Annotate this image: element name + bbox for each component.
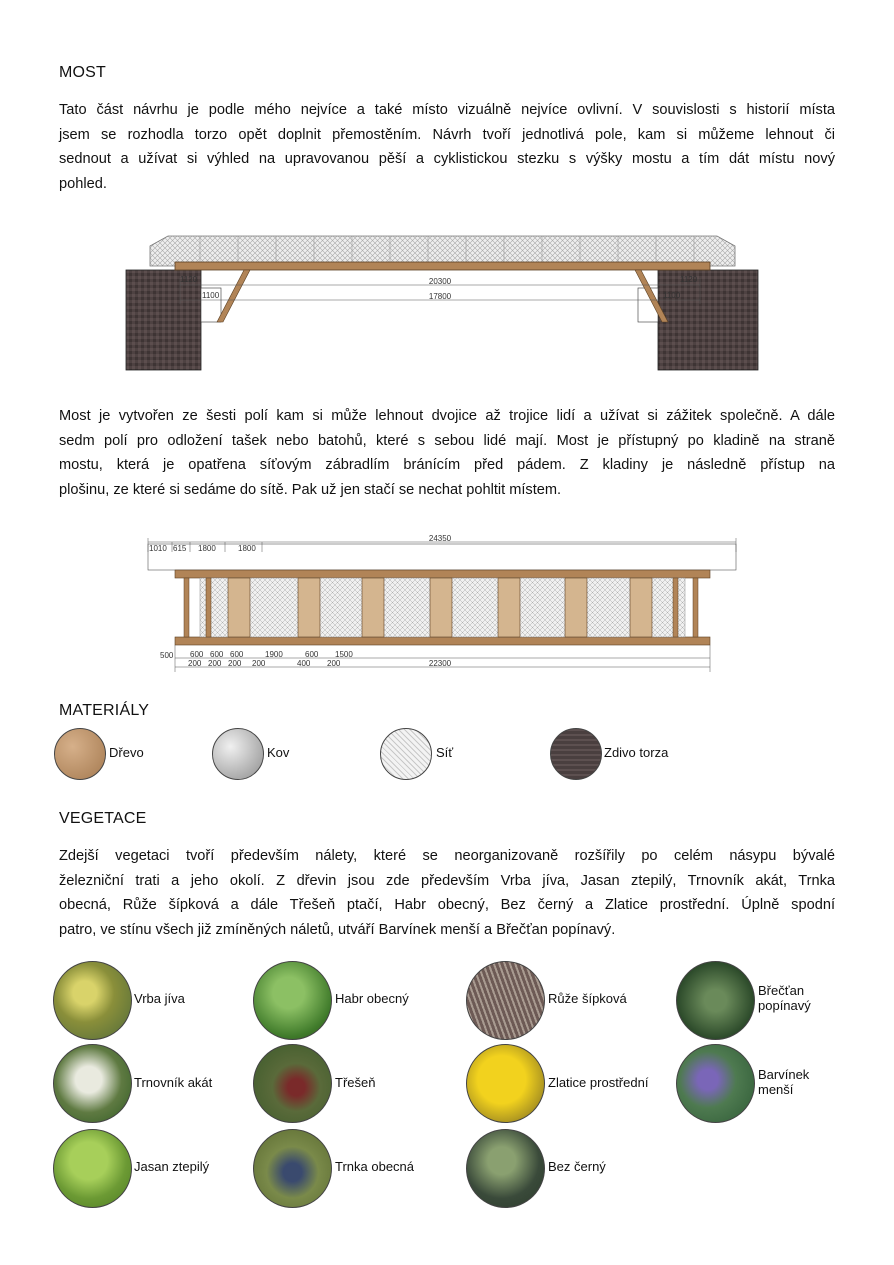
material-swatch-net	[380, 728, 432, 780]
dim-bottom-row1: 600	[230, 650, 244, 659]
dim-bottom-row2: 200	[208, 659, 222, 668]
dim-top-part: 1010	[149, 544, 167, 553]
text-line: patro, ve stínu všech již zmíněných náletů, utváří Barvínek menší a Břečťan popínavý.	[59, 921, 616, 938]
plant-photo-bez-cerny	[466, 1129, 545, 1208]
material-swatch-wood	[54, 728, 106, 780]
plant-label: Vrba jíva	[134, 991, 185, 1006]
plant-photo-habr-obecny	[253, 961, 332, 1040]
plant-photo-tresen	[253, 1044, 332, 1123]
plant-photo-jasan-ztepily	[53, 1129, 132, 1208]
main-beam	[175, 262, 710, 270]
plant-photo-trnovnik-akat	[53, 1044, 132, 1123]
dim-bottom-row1: 1900	[265, 650, 283, 659]
section-heading-vegetation: VEGETACE	[59, 810, 147, 827]
dim-right-top: 1120	[680, 275, 698, 284]
plant-photo-barvinek-mensi	[676, 1044, 755, 1123]
dim-top-part: 1800	[238, 544, 256, 553]
plant-label: Zlatice prostřední	[548, 1075, 649, 1090]
plant-photo-trnka-obecna	[253, 1129, 332, 1208]
text-line: jsem se rozhodla torzo opět doplnit přemostěním. Návrh tvoří jednotlivá pole, kam si můžeme lehnout či	[59, 126, 835, 143]
dim-bottom-row1: 1500	[335, 650, 353, 659]
material-swatch-masonry	[550, 728, 602, 780]
dim-bottom-row1: 600	[305, 650, 319, 659]
left-strut	[217, 270, 250, 322]
material-label: Kov	[267, 745, 290, 760]
dim-left-height: 500	[160, 651, 174, 660]
material-swatch-metal	[212, 728, 264, 780]
text-line: plošinu, ze které si sedáme do sítě. Pak už jen stačí se nechat pohltit místem.	[59, 481, 562, 498]
plant-photo-ruze-sipkova	[466, 961, 545, 1040]
plant-label: Břečťan popínavý	[758, 983, 811, 1013]
plant-label: Třešeň	[335, 1075, 376, 1090]
plant-label: Jasan ztepilý	[134, 1159, 210, 1174]
material-label: Síť	[436, 745, 454, 760]
dim-bottom-row2: 200	[252, 659, 266, 668]
text-line: sedm polí pro odložení tašek nebo batohů, které s sebou lidé mají. Most je přístupný po kladině na straně	[59, 432, 835, 449]
material-label: Dřevo	[109, 745, 144, 760]
bridge-plan-drawing	[140, 530, 740, 675]
dim-left-top: 1120	[180, 275, 198, 284]
dim-bottom-total: 22300	[428, 659, 452, 668]
dim-bottom-row2: 200	[327, 659, 341, 668]
plant-photo-vrba-jiva	[53, 961, 132, 1040]
dim-left-support: 1100	[202, 291, 220, 300]
dim-top-total: 24350	[428, 534, 452, 543]
dim-inner: 17800	[428, 292, 452, 301]
text-line: pohled.	[59, 175, 107, 192]
most-paragraph-2	[59, 404, 835, 502]
plant-label: Trnka obecná	[335, 1159, 415, 1174]
vegetation-paragraph	[59, 844, 835, 942]
dim-bottom-row2: 200	[228, 659, 242, 668]
plant-label: Barvínek menší	[758, 1067, 810, 1097]
text-line: mostu, která je opatřena síťovým zábradlím bránícím před pádem. Z kladiny je následně přístup na	[59, 457, 835, 473]
plant-label: Habr obecný	[335, 991, 409, 1006]
plant-photo-zlatice-prostredni	[466, 1044, 545, 1123]
section-heading-most: MOST	[59, 64, 107, 81]
dim-top-part: 615	[173, 544, 187, 553]
plant-photo-brectan-popinavy	[676, 961, 755, 1040]
plant-label: Růže šípková	[548, 991, 627, 1006]
dim-right-support: 1100	[663, 291, 681, 300]
dim-total: 20300	[428, 277, 452, 286]
text-line: Zdejší vegetaci tvoří především nálety, které se neorganizovaně rozšířily po celém násypu bývalé	[59, 848, 835, 864]
dim-top-part: 1800	[198, 544, 216, 553]
plant-label: Trnovník akát	[134, 1075, 213, 1090]
text-line: Most je vytvořen ze šesti polí kam si může lehnout dvojice až trojice lidí a užívat si zážitek společně. A dále	[59, 408, 835, 424]
dim-bottom-row2: 400	[297, 659, 311, 668]
text-line: Tato část návrhu je podle mého nejvíce a také místo vizuálně nejvíce ovlivní. V souvislosti s historií místa	[59, 102, 835, 118]
dim-bottom-row1: 600	[190, 650, 204, 659]
text-line: sednout a užívat si výhled na upravovanou pěší a cyklistickou stezku s výšky mostu a tím dát místu nový	[59, 151, 835, 167]
plant-label: Bez černý	[548, 1159, 606, 1174]
text-line: obecná, Růže šípková a dále Třešeň ptačí, Habr obecný, Bez černý a Zlatice prostřední. Úplně spodní	[59, 897, 835, 913]
dim-bottom-row1: 600	[210, 650, 224, 659]
text-line: železniční trati a jeho okolí. Z dřevin jsou zde především Vrba jíva, Jasan ztepilý, Trnovník akát, Trnka	[59, 872, 835, 889]
section-heading-materials: MATERIÁLY	[59, 702, 150, 719]
most-paragraph-1	[59, 98, 835, 196]
bridge-section-drawing	[120, 228, 765, 376]
dim-bottom-row2: 200	[188, 659, 202, 668]
material-label: Zdivo torza	[604, 745, 669, 760]
